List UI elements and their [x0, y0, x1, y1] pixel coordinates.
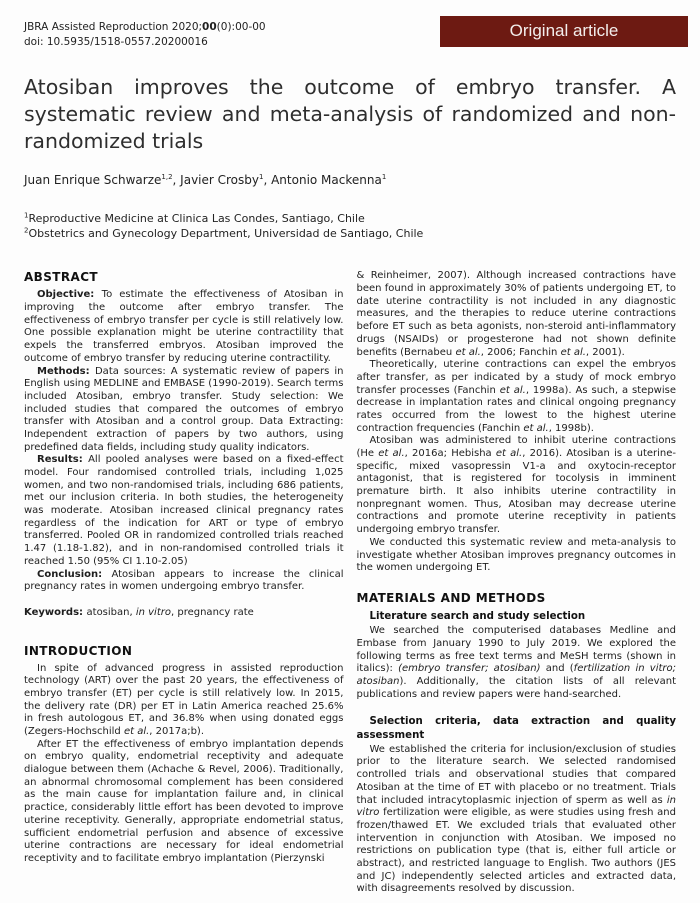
affiliation-2: $^2$Obstetrics and Gynecology Department, Universidad de Santiago, Chile: [24, 226, 424, 241]
intro-paragraph-2: After ET the effectiveness of embryo implantation depends on embryo quality, endometrial receptivity and adequate dialogue between them (Achache & Revel, 2006). Traditionally, an abnormal chromosomal complement has been considered as the main cause for implantation failure and, in clinical practice, considerably little effort has been devoted to improve uterine receptivity. Generally, appropriate endometrial status, sufficient endometrial perfusion and absence of excessive uterine contractions are necessary for ideal endometrial receptivity and to facilitate embryo implantation (Pierzynski: [24, 738, 344, 864]
two-column-body: [24, 270, 676, 896]
abstract-results: Results: All pooled analyses were based on a fixed-effect model. Four randomised controlled trials, including 1,025 women, and two non-randomised trials, including 686 patients, met our inclusion criteria. In both studies, the heterogeneity was moderate. Atosiban increased clinical pregnancy rates regardless of the indication for ART or type of embryo transferred. Pooled OR in randomized controlled trials reached 1.47 (1.18-1.82), and in non-randomised controlled trials it reached 1.50 (95% CI 1.10-2.05): [24, 454, 344, 567]
article-type-badge: Original article: [440, 16, 688, 47]
subheading-literature-search: Literature search and study selection: [369, 610, 586, 622]
journal-citation: [24, 16, 266, 49]
keywords-line: Keywords: atosiban, in vitro, pregnancy rate: [24, 606, 254, 618]
subheading-selection-criteria: Selection criteria, data extraction and quality assessment: [356, 716, 676, 741]
intro-continued-2: Theoretically, uterine contractions can expel the embryos after transfer, as per indicated by a study of mock embryo transfer processes (Fanchin et al., 1998a). As such, a stepwise decrease in implantation rates and clinical ongoing pregnancy rates occurred from the lowest to the highest uterine contraction frequencies (Fanchin et al., 1998b).: [356, 359, 676, 434]
methods-paragraph-literature: We searched the computerised databases Medline and Embase from January 1990 to July 2019. We explored the following terms as free text terms and MeSH terms (shown in italics): (embryo transfer; atosiban) and (fertilization in vitro; atosiban). Additionally, the citation lists of all relevant publications and review papers were hand-searched.: [356, 625, 676, 700]
introduction-heading: INTRODUCTION: [24, 643, 133, 658]
abstract-methods: Methods: Data sources: A systematic review of papers in English using MEDLINE and EMBASE (1990-2019). Search terms included Atosiban, embryo transfer. Study selection: We included studies that compared the outcomes of embryo transfer with Atosiban and a control group. Data Extracting: Independent extraction of papers by two authors, using predefined data fields, including study quality indicators.: [24, 365, 344, 453]
abstract-conclusion: Conclusion: Atosiban appears to increase the clinical pregnancy rates in women undergoing embryo transfer.: [24, 568, 344, 593]
affiliation-1: $^1$Reproductive Medicine at Clinica Las Condes, Santiago, Chile: [24, 210, 365, 225]
abstract-heading: ABSTRACT: [24, 270, 98, 285]
doi-line: doi: 10.5935/1518-0557.20200016: [24, 35, 208, 48]
article-title: Atosiban improves the outcome of embryo transfer. A systematic review and meta-analysis of randomized and non-randomized trials: [24, 75, 676, 154]
methods-paragraph-selection: We established the criteria for inclusion/exclusion of studies prior to the literature search. We selected randomised controlled trials and observational studies that compared Atosiban at the time of ET with placebo or no treatment. Trials that included intracytoplasmic injection of sperm as well as in vitro fertilization were eligible, as were studies using fresh and frozen/thawed ET. We excluded trials that evaluated other intervention in conjunction with Atosiban. We imposed no restrictions on publication type (that is, either full article or abstract), and restricted language to English. Two authors (JES and JC) independently selected articles and extracted data, with disagreements resolved by discussion.: [356, 743, 676, 895]
abstract-objective: Objective: To estimate the effectiveness of Atosiban in improving the outcome after embryo transfer. The effectiveness of embryo transfer per cycle is still relatively low. One possible explanation might be uterine contractility that expels the transferred embryos. Atosiban improved the outcome of embryo transfer by reducing uterine contractility.: [24, 289, 344, 364]
journal-line: JBRA Assisted Reproduction 2020;00(0):00-00: [24, 21, 266, 33]
intro-paragraph-1: In spite of advanced progress in assisted reproduction technology (ART) over the past 20 years, the effectiveness of embryo transfer (ET) per cycle is still relatively low. In 2015, the delivery rate (DR) per ET in Latin America reached 25.6% in fresh autologous ET, and 36.8% when using donated eggs (Zegers-Hochschild et al., 2017a;b).: [24, 662, 344, 738]
right-column: [357, 270, 677, 896]
left-column: [24, 270, 344, 896]
intro-continued-1: & Reinheimer, 2007). Although increased contractions have been found in approximately 30% of patients undergoing ET, to date uterine contractility is not included in any diagnostic measures, and the therapies to reduce uterine contractions before ET such as beta agonists, non-steroid anti-inflammatory drugs (NSAIDs) or progesterone had not shown definite benefits (Bernabeu et al., 2006; Fanchin et al., 2001).: [356, 270, 676, 358]
page-header: [24, 16, 676, 49]
materials-methods-heading: MATERIALS AND METHODS: [356, 590, 546, 605]
affiliations: [24, 211, 676, 243]
intro-continued-3: Atosiban was administered to inhibit uterine contractions (He et al., 2016a; Hebisha et al., 2016). Atosiban is a uterine-specific, mixed vasopressin V1-a and oxytocin-receptor antagonist, that is registered for tocolysis in imminent premature birth. It also inhibits uterine contractility in nonpregnant women. Thus, Atosiban may decrease uterine contractions and promote uterine receptivity in patients undergoing embryo transfer.: [356, 435, 677, 536]
authors-line: Juan Enrique Schwarze$^{1,2}$, Javier Crosby$^1$, Antonio Mackenna$^1$: [24, 172, 387, 187]
intro-continued-4: We conducted this systematic review and meta-analysis to investigate whether Atosiban improves pregnancy outcomes in the women undergoing ET.: [356, 536, 676, 574]
